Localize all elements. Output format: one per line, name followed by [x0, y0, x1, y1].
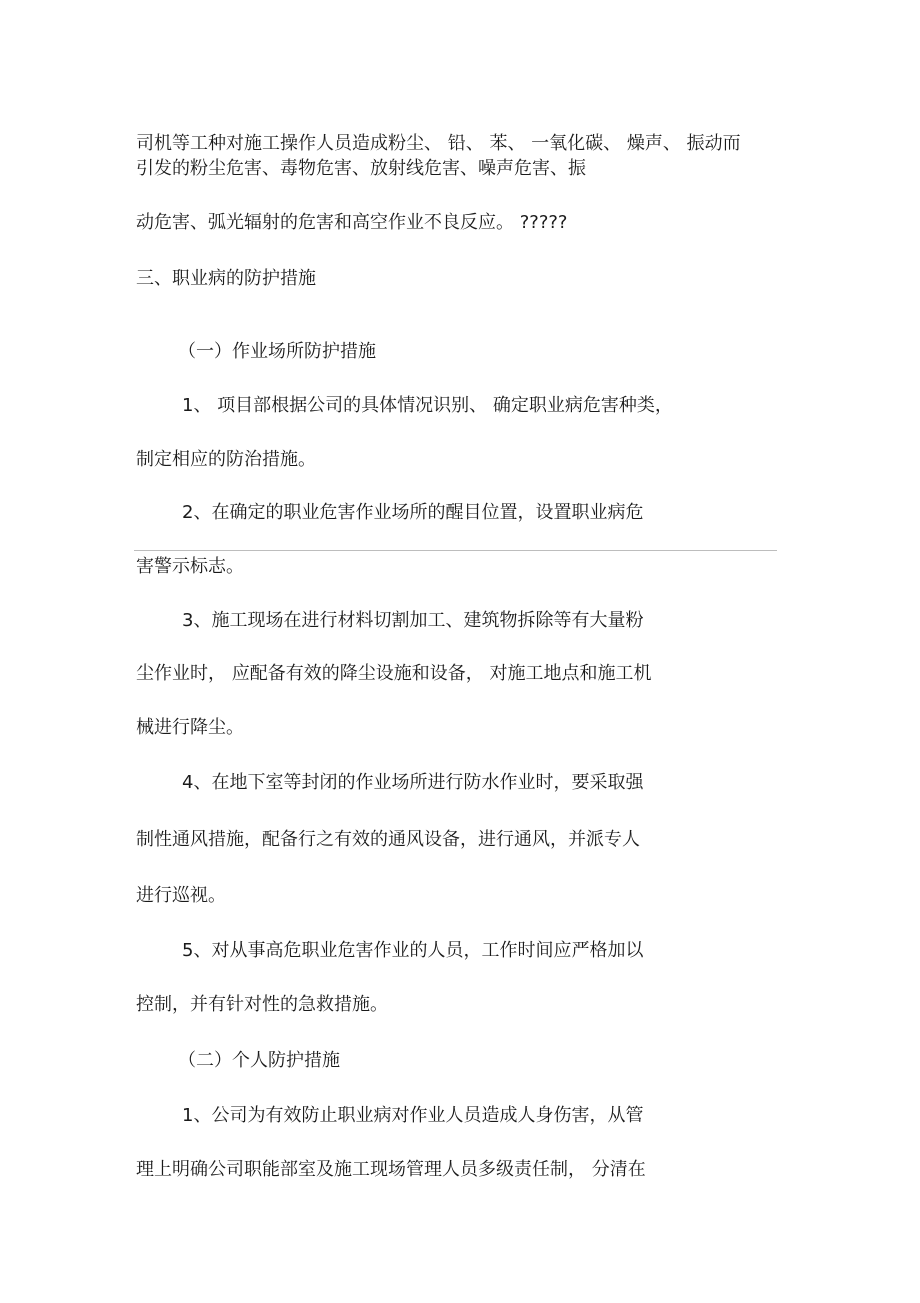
list-item-text: 2、在确定的职业危害作业场所的醒目位置，设置职业病危	[182, 502, 644, 523]
subsection-heading: （二）个人防护措施	[178, 1050, 340, 1071]
list-item-text: 4、在地下室等封闭的作业场所进行防水作业时，要采取强	[182, 772, 644, 793]
body-text-line: 动危害、弧光辐射的危害和高空作业不良反应。 ?????	[136, 212, 568, 233]
list-item-text: 1、 项目部根据公司的具体情况识别、 确定职业病危害种类，	[182, 395, 673, 416]
list-item-text: 3、施工现场在进行材料切割加工、建筑物拆除等有大量粉	[182, 610, 644, 631]
body-text-line: 制性通风措施，配备行之有效的通风设备，进行通风，并派专人	[136, 829, 640, 850]
body-text-line: 控制，并有针对性的急救措施。	[136, 994, 388, 1015]
body-text-line: 理上明确公司职能部室及施工现场管理人员多级责任制， 分清在	[136, 1159, 646, 1180]
section-heading: 三、职业病的防护措施	[136, 268, 316, 289]
body-text-line: 制定相应的防治措施。	[136, 449, 316, 470]
body-text-line: 进行巡视。	[136, 885, 226, 906]
body-text-line: 械进行降尘。	[136, 717, 244, 738]
body-text-line: 害警示标志。	[136, 556, 244, 577]
horizontal-divider	[134, 550, 777, 551]
subsection-heading: （一）作业场所防护措施	[178, 341, 376, 362]
list-item-text: 1、公司为有效防止职业病对作业人员造成人身伤害，从管	[182, 1105, 644, 1126]
body-text-line: 引发的粉尘危害、毒物危害、放射线危害、噪声危害、振	[136, 158, 586, 179]
list-item-text: 5、对从事高危职业危害作业的人员，工作时间应严格加以	[182, 940, 644, 961]
body-text-line: 司机等工种对施工操作人员造成粉尘、 铅、 苯、 一氧化碳、 燥声、 振动而	[136, 133, 741, 154]
body-text-line: 尘作业时， 应配备有效的降尘设施和设备， 对施工地点和施工机	[136, 663, 652, 684]
